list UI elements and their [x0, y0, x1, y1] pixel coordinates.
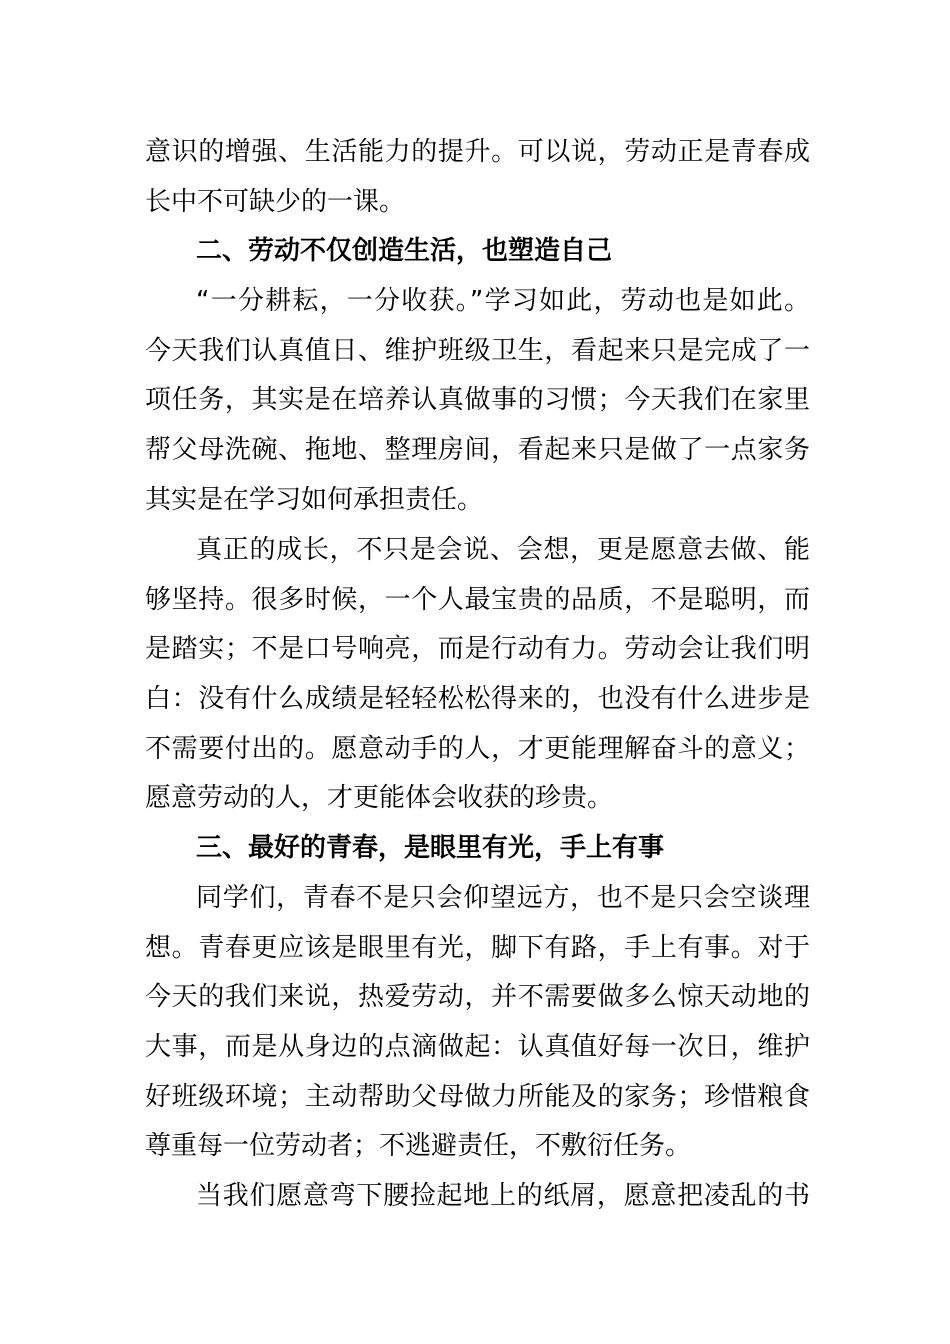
section-heading-2: 二、劳动不仅创造生活，也塑造自己: [196, 236, 613, 266]
paragraph-line: 愿意劳动的人，才更能体会收获的珍贵。: [145, 783, 614, 813]
paragraph-line: 白：没有什么成绩是轻轻松松得来的，也没有什么进步是: [145, 684, 810, 714]
paragraph-line: 不需要付出的。愿意动手的人，才更能理解奋斗的意义；: [145, 734, 810, 764]
section-heading-3: 三、最好的青春，是眼里有光，手上有事: [196, 833, 665, 863]
paragraph-line: 今天的我们来说，热爱劳动，并不需要做多么惊天动地的: [145, 982, 810, 1012]
paragraph-line: 是踏实；不是口号响亮，而是行动有力。劳动会让我们明: [145, 634, 810, 664]
paragraph-line: 好班级环境；主动帮助父母做力所能及的家务；珍惜粮食: [145, 1082, 810, 1112]
paragraph-line: 同学们，青春不是只会仰望远方，也不是只会空谈理: [196, 883, 810, 913]
paragraph-line: 真正的成长，不只是会说、会想，更是愿意去做、能: [196, 535, 810, 565]
paragraph-line: 帮父母洗碗、拖地、整理房间，看起来只是做了一点家务: [145, 435, 810, 465]
paragraph-line: 大事，而是从身边的点滴做起：认真值好每一次日，维护: [145, 1032, 810, 1062]
paragraph-line: “一分耕耘，一分收获。”学习如此，劳动也是如此。: [196, 286, 810, 316]
paragraph-line: 意识的增强、生活能力的提升。可以说，劳动正是青春成: [145, 137, 810, 167]
paragraph-line: 今天我们认真值日、维护班级卫生，看起来只是完成了一: [145, 336, 810, 366]
paragraph-line: 当我们愿意弯下腰捡起地上的纸屑，愿意把凌乱的书: [196, 1181, 810, 1211]
paragraph-line: 想。青春更应该是眼里有光，脚下有路，手上有事。对于: [145, 933, 810, 963]
paragraph-line: 长中不可缺少的一课。: [145, 187, 406, 217]
paragraph-line: 尊重每一位劳动者；不逃避责任，不敷衍任务。: [145, 1131, 692, 1161]
paragraph-line: 够坚持。很多时候，一个人最宝贵的品质，不是聪明，而: [145, 585, 810, 615]
paragraph-line: 项任务，其实是在培养认真做事的习惯；今天我们在家里: [145, 385, 810, 415]
paragraph-line: 其实是在学习如何承担责任。: [145, 485, 484, 515]
